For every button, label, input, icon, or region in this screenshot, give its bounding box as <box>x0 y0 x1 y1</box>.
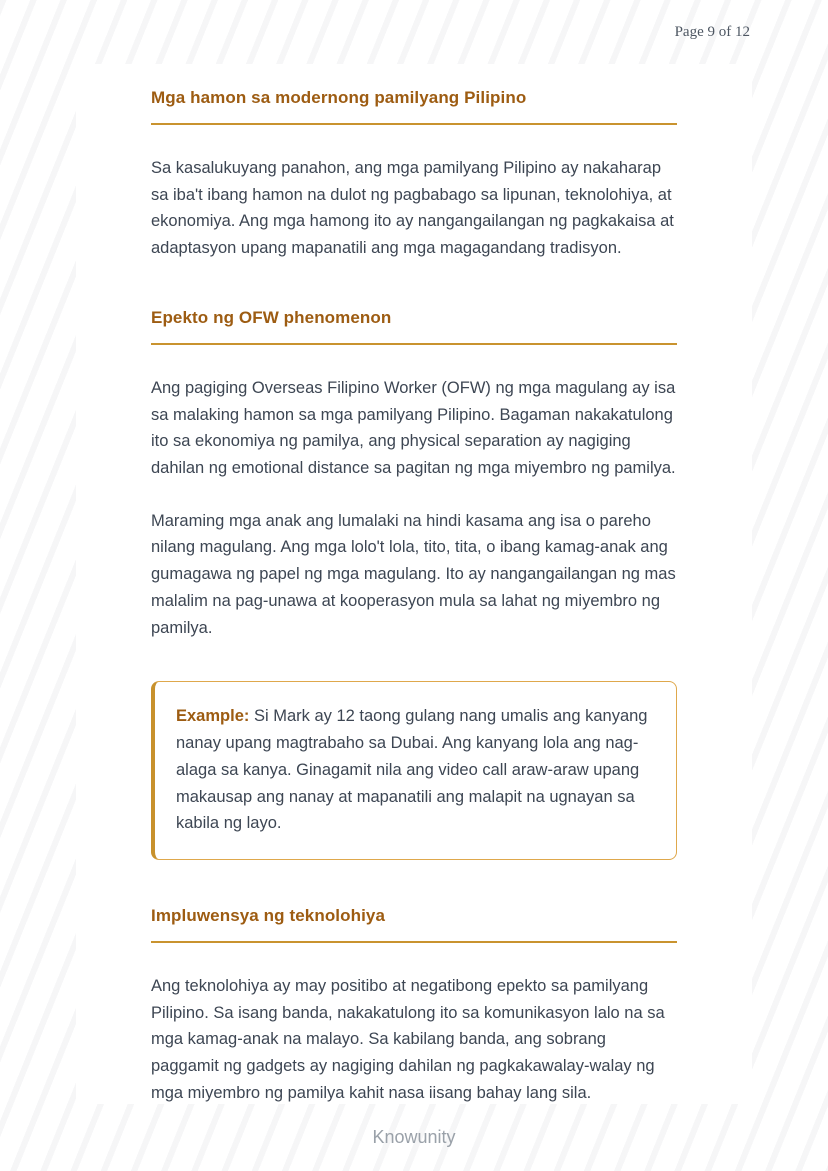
section-heading: Mga hamon sa modernong pamilyang Pilipino <box>151 88 527 107</box>
paragraph: Sa kasalukuyang panahon, ang mga pamilyang Pilipino ay nakaharap sa iba't ibang hamon na dulot ng pagbabago sa lipunan, teknolohiya, at ekonomiya. Ang mga hamong ito ay nangangailangan ng pagkakaisa at adaptasyon upang mapanatili ang mga magagandang tradisyon. <box>151 159 674 258</box>
section-epekto-ofw <box>151 308 677 860</box>
section-impluwensya-teknolohiya <box>151 906 677 1107</box>
section-heading: Epekto ng OFW phenomenon <box>151 307 392 327</box>
example-label: Example: <box>176 707 250 726</box>
heading-underline <box>151 343 677 345</box>
section-heading: Impluwensya ng teknolohiya <box>151 905 386 925</box>
example-text: Si Mark ay 12 taong gulang nang umalis ang kanyang nanay upang magtrabaho sa Dubai. Ang kanyang lola ang nag-alaga sa kanya. Ginagamit nila ang video call araw-araw upang makausap ang nanay at mapanatili ang malapit na ugnayan sa kabila ng layo. <box>176 707 648 833</box>
document-sheet <box>76 64 752 1104</box>
section-mga-hamon <box>151 88 677 262</box>
footer-brand: Knowunity <box>372 1127 456 1147</box>
heading-underline <box>151 123 677 125</box>
paragraph: Ang pagiging Overseas Filipino Worker (OFW) ng mga magulang ay isa sa malaking hamon sa mga pamilyang Pilipino. Bagaman nakakatulong ito sa ekonomiya ng pamilya, ang physical separation ay nagiging dahilan ng emotional distance sa pagitan ng mga miyembro ng pamilya. <box>151 378 676 478</box>
paragraph: Ang teknolohiya ay may positibo at negatibong epekto sa pamilyang Pilipino. Sa isang banda, nakakatulong ito sa komunikasyon lalo na sa mga kamag-anak na malayo. Sa kabilang banda, ang sobrang paggamit ng gadgets ay nagiging dahilan ng pagkakawalay-walay ng mga miyembro ng pamilya kahit nasa iisang bahay lang sila. <box>151 976 665 1102</box>
paragraph: Maraming mga anak ang lumalaki na hindi kasama ang isa o pareho nilang magulang. Ang mga lolo't lola, tito, tita, o ibang kamag-anak ang gumagawa ng papel ng mga magulang. Ito ay nangangailangan ng mas malalim na pag-unawa at kooperasyon mula sa lahat ng miyembro ng pamilya. <box>151 511 676 637</box>
page-footer <box>0 1104 828 1171</box>
heading-underline <box>151 941 677 943</box>
page-header <box>0 0 828 64</box>
example-callout-box <box>151 681 677 860</box>
page-number-indicator: Page 9 of 12 <box>674 23 750 40</box>
